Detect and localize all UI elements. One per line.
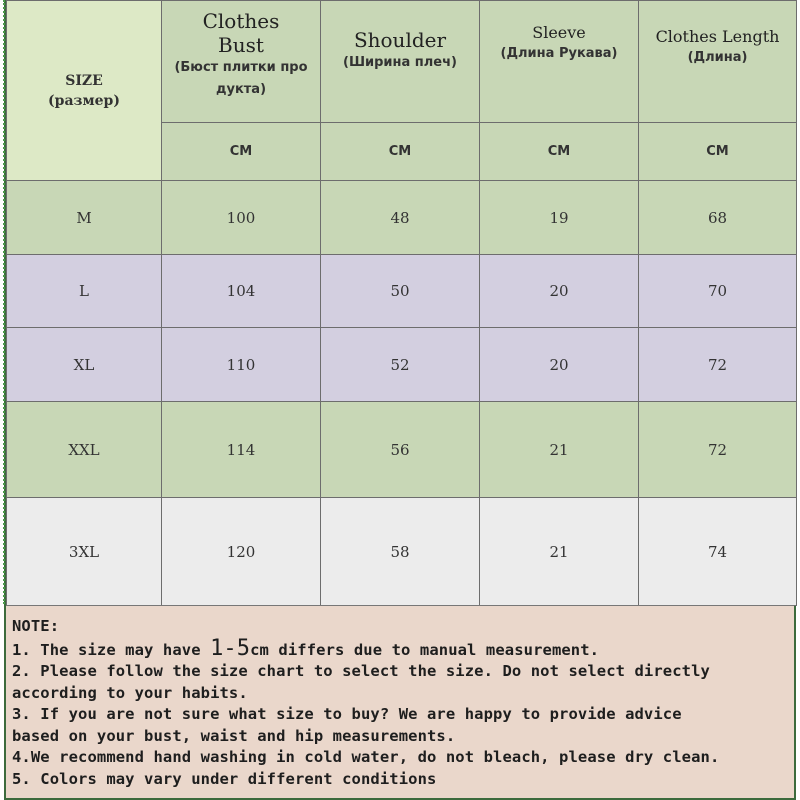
bust-cell: 120	[162, 498, 321, 606]
sleeve-subtitle: (Длина Рукава)	[500, 45, 618, 61]
bust-cell: 100	[162, 181, 321, 255]
bust-unit: CM	[162, 123, 321, 181]
sleeve-header-cell	[480, 1, 639, 123]
bust-cell: 104	[162, 255, 321, 328]
note-3-line2: based on your bust, waist and hip measurements.	[12, 726, 456, 745]
table-row	[7, 402, 797, 498]
length-cell: 72	[639, 402, 797, 498]
note-3-line1: 3. If you are not sure what size to buy? We are happy to provide advice	[12, 705, 682, 723]
note-4: 4.We recommend hand washing in cold water, do not bleach, please dry clean.	[12, 748, 720, 766]
note-1-end: cm differs due to manual measurement.	[250, 640, 600, 659]
shoulder-header-cell	[321, 1, 480, 123]
shoulder-cell: 56	[321, 402, 480, 498]
size-cell: M	[7, 181, 162, 255]
bust-cell: 114	[162, 402, 321, 498]
table-row	[7, 255, 797, 328]
sleeve-cell: 19	[480, 181, 639, 255]
size-cell: L	[7, 255, 162, 328]
bust-subtitle-line1: (Бюст плитки про	[174, 59, 308, 75]
shoulder-cell: 50	[321, 255, 480, 328]
bust-title-line1: Clothes	[202, 8, 280, 33]
shoulder-subtitle: (Ширина плеч)	[343, 54, 457, 70]
table-row	[7, 498, 797, 606]
sleeve-cell: 21	[480, 498, 639, 606]
sleeve-cell: 21	[480, 402, 639, 498]
bust-cell: 110	[162, 328, 321, 402]
shoulder-cell: 52	[321, 328, 480, 402]
sleeve-title: Sleeve	[532, 22, 586, 42]
size-cell: XXL	[7, 402, 162, 498]
shoulder-title: Shoulder	[353, 27, 447, 52]
size-cell: 3XL	[7, 498, 162, 606]
sleeve-cell: 20	[480, 255, 639, 328]
bust-subtitle-line2: дукта)	[215, 81, 267, 97]
note-2-line1: 2. Please follow the size chart to select the size. Do not select directly	[12, 662, 710, 680]
length-title: Clothes Length	[655, 26, 780, 46]
notes-heading: NOTE:	[12, 617, 60, 635]
note-5: 5. Colors may vary under different conditions	[12, 769, 437, 788]
bust-header-cell	[162, 1, 321, 123]
bust-title-line2: Bust	[218, 32, 264, 57]
size-header-cell	[7, 1, 162, 181]
shoulder-cell: 48	[321, 181, 480, 255]
length-unit: CM	[639, 123, 797, 181]
size-header-en: SIZE	[65, 72, 103, 89]
length-header-cell	[639, 1, 797, 123]
sleeve-cell: 20	[480, 328, 639, 402]
table-row	[7, 328, 797, 402]
note-1-range: 1-5	[210, 635, 251, 661]
sleeve-unit: CM	[480, 123, 639, 181]
table-row	[7, 181, 797, 255]
note-2-line2: according to your habits.	[12, 683, 248, 702]
length-cell: 72	[639, 328, 797, 402]
size-table	[6, 0, 797, 606]
length-cell: 70	[639, 255, 797, 328]
shoulder-cell: 58	[321, 498, 480, 606]
note-1	[12, 635, 794, 662]
length-cell: 74	[639, 498, 797, 606]
size-cell: XL	[7, 328, 162, 402]
size-header-ru: (размер)	[48, 92, 120, 109]
note-1-start: 1. The size may have	[12, 640, 211, 659]
table-header-row	[7, 1, 797, 123]
length-subtitle: (Длина)	[687, 49, 748, 65]
length-cell: 68	[639, 181, 797, 255]
notes-panel	[6, 605, 794, 798]
shoulder-unit: CM	[321, 123, 480, 181]
